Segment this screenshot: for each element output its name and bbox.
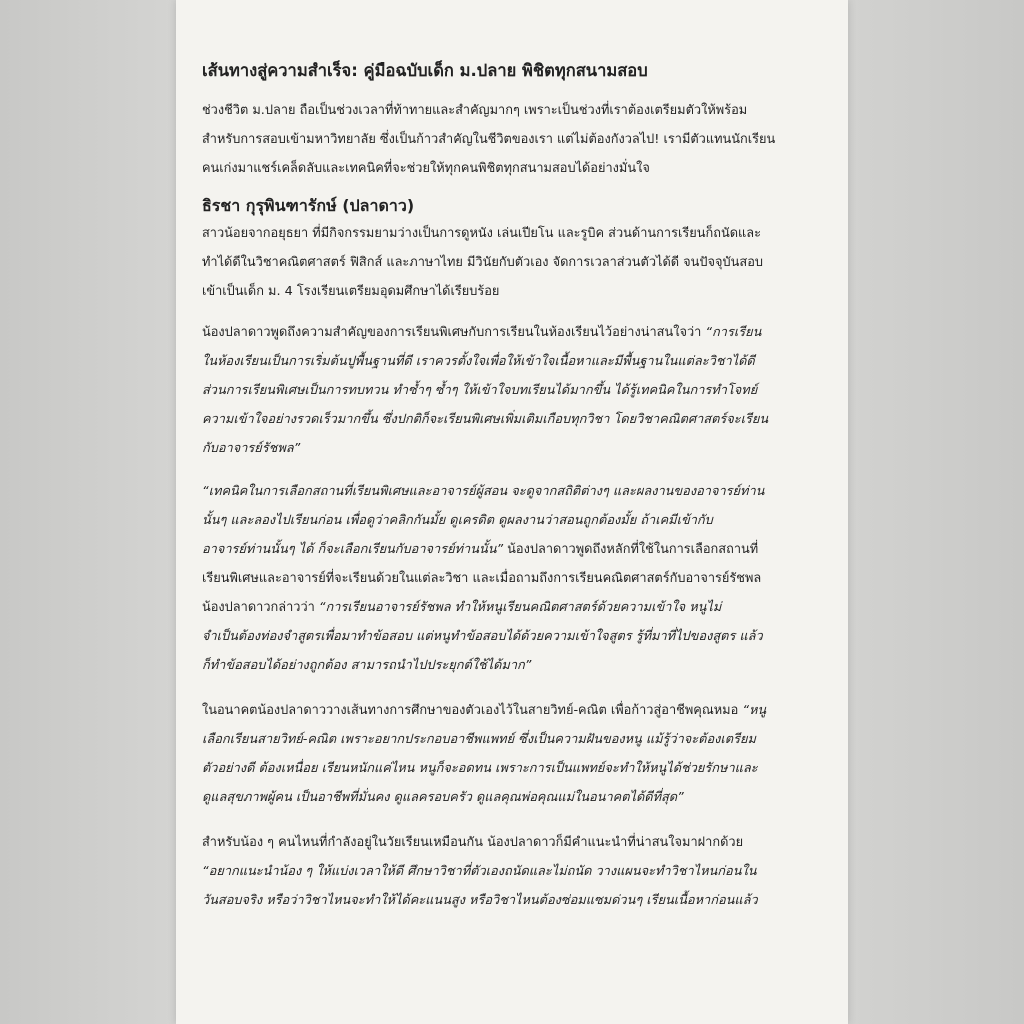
quote-line: จำเป็นต้องท่องจำสูตรเพื่อมาทำข้อสอบ แต่หนูทำข้อสอบได้ด้วยความเข้าใจสูตร รู้ที่มาที่ไปของสูตร แล้ว xyxy=(202,629,763,644)
document-page xyxy=(176,0,848,1024)
intro-line: คนเก่งมาแชร์เคล็ดลับและเทคนิคที่จะช่วยให้ทุกคนพิชิตทุกสนามสอบได้อย่างมั่นใจ xyxy=(202,161,650,176)
paragraph-advice xyxy=(202,828,830,915)
person-name: ธิรชา กุรุพินฑารักษ์ (ปลาดาว) xyxy=(202,196,415,215)
quote-line: ในห้องเรียนเป็นการเริ่มต้นปูพื้นฐานที่ดี เราควรตั้งใจเพื่อให้เข้าใจเนื้อหาและมีพื้นฐานในแต่ละวิชาได้ดี xyxy=(202,354,755,369)
bio-paragraph xyxy=(202,219,830,306)
paragraph-line xyxy=(202,535,830,564)
quote-run: “หนู xyxy=(742,703,767,718)
quote-line xyxy=(202,405,830,434)
article-title: เส้นทางสู่ความสำเร็จ: คู่มือฉบับเด็ก ม.ปลาย พิชิตทุกสนามสอบ xyxy=(202,61,648,80)
quote-run: “การเรียน xyxy=(705,325,762,340)
text-run: ในอนาคตน้องปลาดาววางเส้นทางการศึกษาของตัวเองไว้ในสายวิทย์-คณิต เพื่อก้าวสู่อาชีพคุณหมอ xyxy=(202,703,743,718)
intro-line: สำหรับการสอบเข้ามหาวิทยาลัย ซึ่งเป็นก้าวสำคัญในชีวิตของเรา แต่ไม่ต้องกังวลไป! เรามีตัวแทนนักเรียน xyxy=(202,132,776,147)
quote-line: กับอาจารย์รัชพล” xyxy=(202,441,301,456)
paragraph-line: เรียนพิเศษและอาจารย์ที่จะเรียนด้วยในแต่ละวิชา และเมื่อถามถึงการเรียนคณิตศาสตร์กับอาจารย์รัชพล xyxy=(202,571,762,586)
quote-line: วันสอบจริง หรือว่าวิชาไหนจะทำให้ได้คะแนนสูง หรือวิชาไหนต้องซ่อมแซมด่วนๆ เรียนเนื้อหาก่อนแล้ว xyxy=(202,893,758,908)
background-right xyxy=(848,0,1024,1024)
quote-run: อาจารย์ท่านนั้นๆ ได้ ก็จะเลือกเรียนกับอาจารย์ท่านนั้น” xyxy=(202,542,504,557)
paragraph-line: สำหรับน้อง ๆ คนไหนที่กำลังอยู่ในวัยเรียนเหมือนกัน น้องปลาดาวก็มีคำแนะนำที่น่าสนใจมาฝากด้วย xyxy=(202,835,744,850)
quote-line: “เทคนิคในการเลือกสถานที่เรียนพิเศษและอาจารย์ผู้สอน จะดูจากสถิติต่างๆ และผลงานของอาจารย์ท่าน xyxy=(202,484,765,499)
quote-run: ความเข้าใจอย่างรวดเร็วมากขึ้น ซึ่งปกติก็จะเรียนพิเศษเพิ่มเติมเกือบทุกวิชา โดยวิชาคณิตศาสตร์จะเรียน xyxy=(202,412,769,427)
bio-line: เข้าเป็นเด็ก ม. 4 โรงเรียนเตรียมอุดมศึกษาได้เรียบร้อย xyxy=(202,284,500,299)
text-run: น้องปลาดาวพูดถึงความสำคัญของการเรียนพิเศษกับการเรียนในห้องเรียนไว้อย่างน่าสนใจว่า xyxy=(202,325,706,340)
quote-line: “อยากแนะนำน้อง ๆ ให้แบ่งเวลาให้ดี ศึกษาวิชาที่ตัวเองถนัดและไม่ถนัด วางแผนจะทำวิชาไหนก่อนใน xyxy=(202,864,757,879)
quote-line: เลือกเรียนสายวิทย์-คณิต เพราะอยากประกอบอาชีพแพทย์ ซึ่งเป็นความฝันของหนู แม้รู้ว่าจะต้องเตรียม xyxy=(202,732,756,747)
paragraph-line xyxy=(202,318,830,347)
quote-line: ดูแลสุขภาพผู้คน เป็นอาชีพที่มั่นคง ดูแลครอบครัว ดูแลคุณพ่อคุณแม่ในอนาคตได้ดีที่สุด” xyxy=(202,790,684,805)
text-run: น้องปลาดาวกล่าวว่า xyxy=(202,600,319,615)
quote-line: ก็ทำข้อสอบได้อย่างถูกต้อง สามารถนำไปประยุกต์ใช้ได้มาก” xyxy=(202,658,532,673)
article xyxy=(202,58,830,915)
bio-line: ทำได้ดีในวิชาคณิตศาสตร์ ฟิสิกส์ และภาษาไทย มีวินัยกับตัวเอง จัดการเวลาส่วนตัวได้ดี จนปัจจุบันสอบ xyxy=(202,255,764,270)
quote-line: ส่วนการเรียนพิเศษเป็นการทบทวน ทำซ้ำๆ ซ้ำๆ ให้เข้าใจบทเรียนได้มากขึ้น ได้รู้เทคนิคในการทำโจทย์ xyxy=(202,383,758,398)
intro-line: ช่วงชีวิต ม.ปลาย ถือเป็นช่วงเวลาที่ท้าทายและสำคัญมากๆ เพราะเป็นช่วงที่เราต้องเตรียมตัวให้พร้อม xyxy=(202,103,748,118)
background-left xyxy=(0,0,176,1024)
quote-line: ตัวอย่างดี ต้องเหนื่อย เรียนหนักแค่ไหน หนูก็จะอดทน เพราะการเป็นแพทย์จะทำให้หนูได้ช่วยรักษาและ xyxy=(202,761,758,776)
quote-run: “การเรียนอาจารย์รัชพล ทำให้หนูเรียนคณิตศาสตร์ด้วยความเข้าใจ หนูไม่ xyxy=(318,600,722,615)
paragraph-line xyxy=(202,696,830,725)
paragraph-future-plan xyxy=(202,696,830,812)
paragraph-choosing-tutor xyxy=(202,477,830,680)
text-run: น้องปลาดาวพูดถึงหลักที่ใช้ในการเลือกสถานที่ xyxy=(503,542,759,557)
paragraph-study-importance xyxy=(202,318,830,463)
paragraph-line xyxy=(202,593,830,622)
bio-line: สาวน้อยจากอยุธยา ที่มีกิจกรรมยามว่างเป็นการดูหนัง เล่นเปียโน และรูบิค ส่วนด้านการเรียนก็ถนัดและ xyxy=(202,226,761,241)
quote-line: นั้นๆ และลองไปเรียนก่อน เพื่อดูว่าคลิกกันมั้ย ดูเครดิต ดูผลงานว่าสอนถูกต้องมั้ย ถ้าเคมีเข้ากับ xyxy=(202,513,713,528)
intro-paragraph xyxy=(202,96,830,183)
